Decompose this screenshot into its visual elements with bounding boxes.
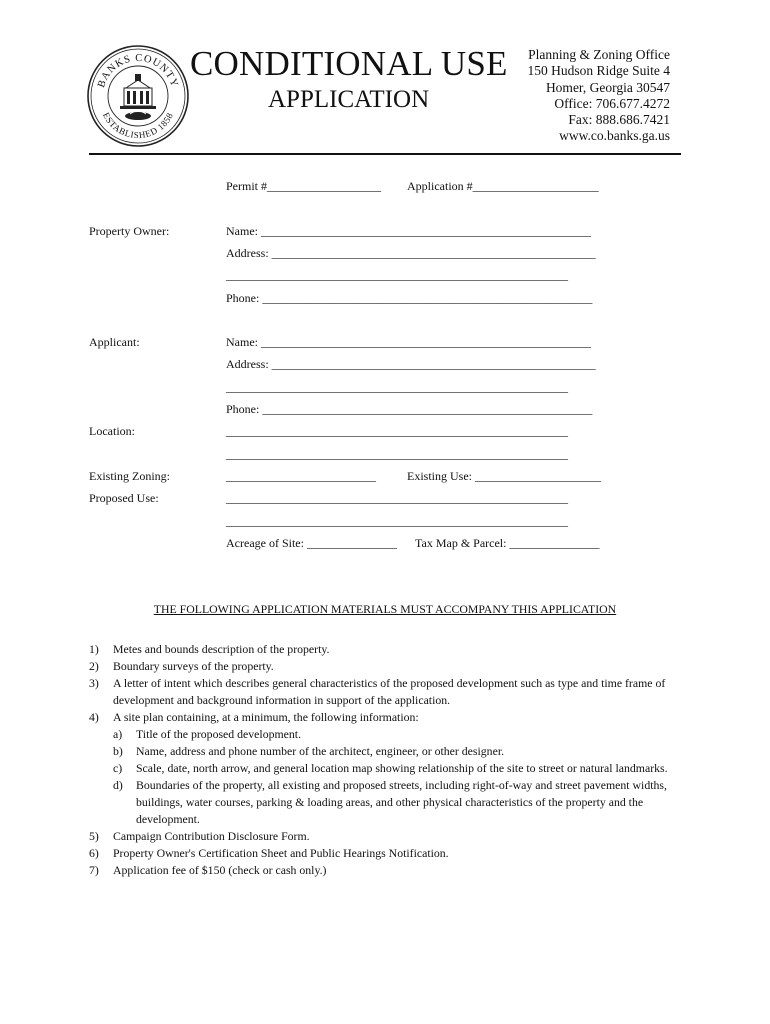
list-item: 2) Boundary surveys of the property. <box>89 659 274 673</box>
list-item: 1) Metes and bounds description of the property. <box>89 642 330 656</box>
existing-use-field[interactable]: Existing Use: _____________________ <box>407 469 601 483</box>
list-item: 3) A letter of intent which describes general characteristics of the proposed development such as type and time frame of development and background information in support of the application. <box>89 676 666 707</box>
existing-zoning-field[interactable]: _________________________ <box>226 469 376 483</box>
office-fax: Fax: 888.686.7421 <box>568 112 670 128</box>
owner-address-line2-field[interactable]: _________________________________________________________ <box>226 268 568 282</box>
office-phone: Office: 706.677.4272 <box>554 95 670 111</box>
owner-name-field[interactable]: Name: _______________________________________________________ <box>226 224 591 238</box>
existing-zoning-label: Existing Zoning: <box>89 469 170 483</box>
proposed-use-line1-field[interactable]: _________________________________________________________ <box>226 491 568 505</box>
list-subitem: b) Name, address and phone number of the architect, engineer, or other designer. <box>113 744 505 758</box>
applicant-name-field[interactable]: Name: _______________________________________________________ <box>226 335 591 349</box>
list-subitem: a) Title of the proposed development. <box>113 727 302 741</box>
list-item: 6) Property Owner's Certification Sheet and Public Hearings Notification. <box>89 846 449 860</box>
property-owner-label: Property Owner: <box>89 224 170 238</box>
list-item: 4) A site plan containing, at a minimum, the following information: <box>89 710 419 724</box>
location-line1-field[interactable]: _________________________________________________________ <box>226 424 568 438</box>
location-line2-field[interactable]: _________________________________________________________ <box>226 447 568 461</box>
list-subitem: d) Boundaries of the property, all existing and proposed streets, including right-of-way and street pavement widths, buildings, water courses, parking & loading areas, and other physical characteristics of the property and the development. <box>113 778 667 826</box>
svg-text:BANKS COUNTY: BANKS COUNTY <box>96 52 180 90</box>
applicant-address-line2-field[interactable]: _________________________________________________________ <box>226 380 568 394</box>
applicant-label: Applicant: <box>89 335 140 349</box>
materials-list <box>89 641 689 879</box>
county-seal-logo <box>86 44 190 148</box>
office-city: Homer, Georgia 30547 <box>545 79 670 95</box>
office-website: www.co.banks.ga.us <box>559 128 670 144</box>
list-item: 7) Application fee of $150 (check or cash only.) <box>89 863 327 877</box>
tax-map-parcel-field[interactable]: Tax Map & Parcel: _______________ <box>415 536 600 550</box>
list-subitem: c) Scale, date, north arrow, and general location map showing relationship of the site to street or natural landmarks. <box>113 761 668 775</box>
permit-number-field[interactable]: Permit #___________________ <box>226 179 381 193</box>
application-number-field[interactable]: Application #_____________________ <box>407 179 599 193</box>
acreage-field[interactable]: Acreage of Site: _______________ <box>226 536 397 550</box>
office-street: 150 Hudson Ridge Suite 4 <box>527 63 670 79</box>
office-contact-block <box>527 47 670 145</box>
materials-heading: THE FOLLOWING APPLICATION MATERIALS MUST ACCOMPANY THIS APPLICATION <box>153 602 617 616</box>
owner-phone-field[interactable]: Phone: _______________________________________________________ <box>226 291 593 305</box>
svg-text:ESTABLISHED 1858: ESTABLISHED 1858 <box>100 110 176 141</box>
office-name: Planning & Zoning Office <box>528 47 670 62</box>
proposed-use-label: Proposed Use: <box>89 491 159 505</box>
proposed-use-line2-field[interactable]: _________________________________________________________ <box>226 514 568 528</box>
list-item: 5) Campaign Contribution Disclosure Form. <box>89 829 310 843</box>
applicant-phone-field[interactable]: Phone: _______________________________________________________ <box>226 402 593 416</box>
form-subtitle: APPLICATION <box>268 86 430 113</box>
location-label: Location: <box>89 424 135 438</box>
owner-address-field[interactable]: Address: ______________________________________________________ <box>226 246 596 260</box>
form-title: CONDITIONAL USE <box>190 44 508 83</box>
applicant-address-field[interactable]: Address: ______________________________________________________ <box>226 357 596 371</box>
header-divider <box>89 153 681 155</box>
